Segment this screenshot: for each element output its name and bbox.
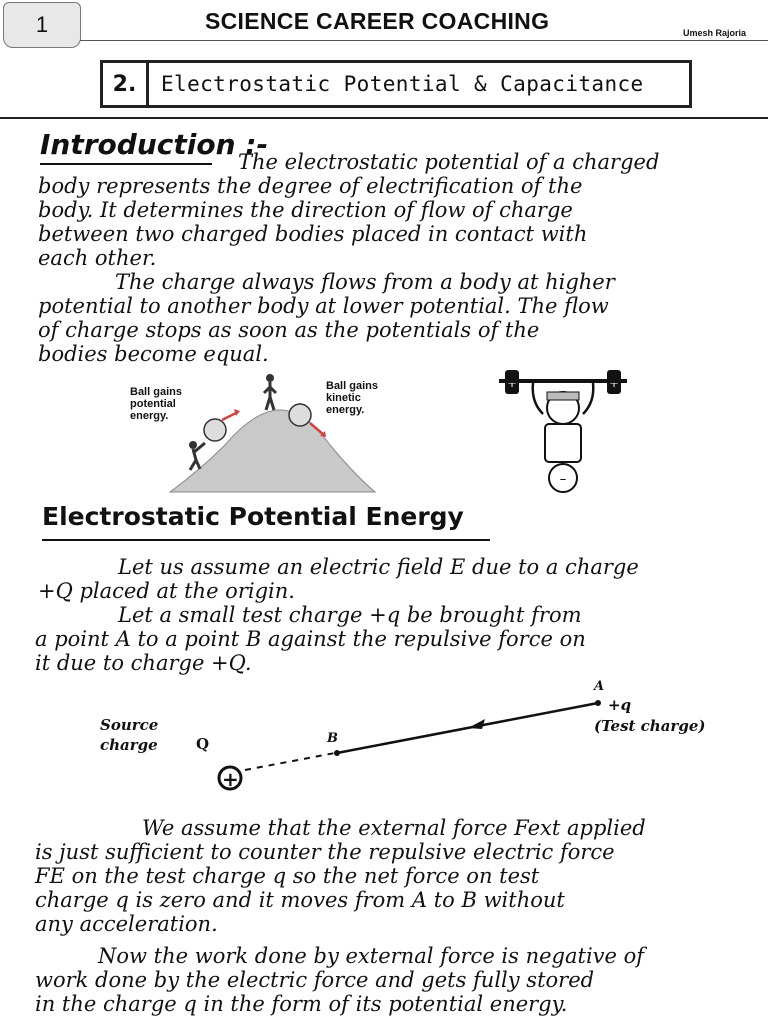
section2-line: Let us assume an electric field E due to a charge — [118, 555, 639, 579]
figure-label-left: Ball gains potential energy. — [130, 386, 182, 422]
para3-line: any acceleration. — [35, 912, 218, 936]
para3-line: is just sufficient to counter the repulsive electric force — [35, 840, 615, 864]
page-number-tab — [3, 2, 81, 48]
source-q-label: Q — [196, 735, 210, 753]
weightlifter-illustration — [495, 362, 630, 494]
intro-line: bodies become equal. — [38, 342, 269, 366]
intro-line: of charge stops as soon as the potentials of the — [38, 318, 540, 342]
para4-line: Now the work done by external force is negative of — [98, 944, 645, 968]
intro-line: The electrostatic potential of a charged — [238, 150, 660, 174]
ball-icon — [204, 419, 226, 441]
chapter-number: 2. — [103, 63, 149, 105]
intro-line: potential to another body at lower potential. The flow — [38, 294, 609, 318]
intro-line: between two charged bodies placed in contact with — [38, 222, 588, 246]
charge-diagram — [200, 690, 620, 800]
para4-line: work done by the electric force and gets fully stored — [35, 968, 595, 992]
section2-line: a point A to a point B against the repulsive force on — [35, 627, 586, 651]
para3-line: charge q is zero and it moves from A to B without — [35, 888, 565, 912]
intro-line: body represents the degree of electrification of the — [38, 174, 583, 198]
header-title: SCIENCE CAREER COACHING — [205, 8, 550, 34]
svg-text:–: – — [559, 472, 567, 487]
test-q-label: +q — [608, 696, 632, 714]
test-charge-label: (Test charge) — [594, 717, 706, 735]
para3-line: FE on the test charge q so the net force on test — [35, 864, 540, 888]
figure-label-right: Ball gains kinetic energy. — [326, 380, 378, 416]
para4-line: in the charge q in the form of its potential energy. — [35, 992, 568, 1016]
introduction-heading: Introduction :- — [40, 128, 269, 161]
section-heading: Electrostatic Potential Energy — [42, 502, 464, 531]
ball-icon — [289, 404, 311, 426]
section-divider — [0, 117, 768, 119]
source-plus: + — [222, 767, 239, 791]
intro-line: body. It determines the direction of flow of charge — [38, 198, 573, 222]
section2-line: +Q placed at the origin. — [38, 579, 295, 603]
chapter-title-box — [100, 60, 692, 108]
page-number: 1 — [35, 12, 49, 37]
header-rule — [80, 40, 768, 41]
introduction-underline — [40, 163, 212, 165]
para3-line: We assume that the external force Fext applied — [142, 816, 646, 840]
source-charge-label: Source charge — [100, 716, 159, 754]
point-a-label: A — [594, 679, 605, 694]
chapter-title: Electrostatic Potential & Capacitance — [161, 72, 644, 96]
point-b-label: B — [327, 731, 338, 746]
section2-line: Let a small test charge +q be brought from — [118, 603, 582, 627]
header-author: Umesh Rajoria — [683, 28, 747, 38]
intro-line: The charge always flows from a body at higher — [115, 270, 615, 294]
intro-line: each other. — [38, 246, 157, 270]
section2-line: it due to charge +Q. — [35, 651, 252, 675]
section-underline — [42, 539, 490, 541]
